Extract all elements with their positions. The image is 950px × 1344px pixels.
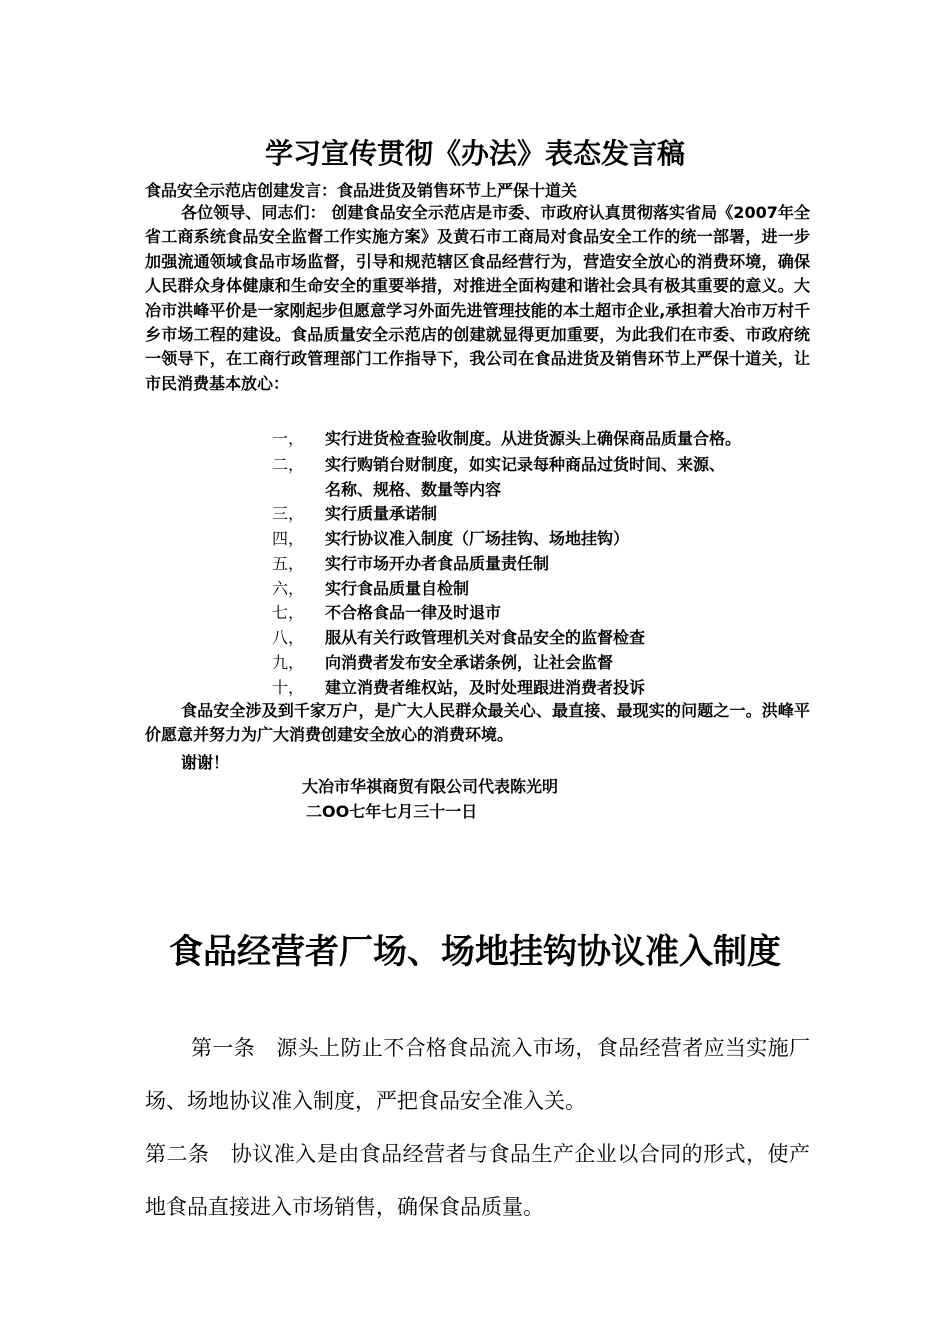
article-1: 第一条 源头上防止不合格食品流入市场，食品经营者应当实施厂场、场地协议准入制度，严把食品安全准入关。 — [145, 1036, 810, 1113]
thanks-line: 谢谢！ — [181, 753, 230, 772]
list-item: 向消费者发布安全承诺条例，让社会监督 — [325, 653, 614, 672]
list-item-number: 五， — [272, 554, 305, 573]
list-item: 实行购销台财制度，如实记录每种商品过货时间、来源、 — [325, 455, 726, 474]
article-2: 第二条 协议准入是由食品经营者与食品生产企业以合同的形式，使产地食品直接进入市场销售，确保食品质量。 — [145, 1142, 810, 1219]
signature-date: 二OO七年七月三十一日 — [306, 802, 478, 821]
speech-subtitle: 食品安全示范店创建发言：食品进货及销售环节上严保十道关 — [145, 181, 578, 200]
list-item: 服从有关行政管理机关对食品安全的监督检查 — [325, 628, 646, 647]
list-item-number: 六， — [272, 579, 305, 598]
list-item-continuation: 名称、规格、数量等内容 — [325, 480, 502, 499]
list-item-number: 八， — [272, 628, 305, 647]
regulation-title: 食品经营者厂场、场地挂钩协议准入制度 — [169, 932, 781, 972]
list-item: 实行食品质量自检制 — [325, 579, 470, 598]
list-item-number: 七， — [272, 603, 305, 622]
list-item: 建立消费者维权站，及时处理跟进消费者投诉 — [325, 678, 646, 697]
speech-intro-paragraph: 各位领导、同志们： 创建食品安全示范店是市委、市政府认真贯彻落实省局《2007年全省工商系统食品安全监督工作实施方案》及黄石市工商局对食品安全工作的统一部署，进一步加强流通领域食品市场监督，引导和规范辖区食品经营行为，营造安全放心的消费环境，确保人民群众身体健康和生命安全的重要举措，对推进全面构建和谐社会具有极其重要的意义。大冶市洪峰平价是一家刚起步但愿意学习外面先进管理技能的本土超市企业,承担着大冶市万村千乡市场工程的建设。食品质量安全示范店的创建就显得更加重要，为此我们在市委、市政府统一领导下，在工商行政管理部门工作指导下，我公司在食品进货及销售环节上严保十道关，让市民消费基本放心： — [145, 203, 810, 393]
list-item-number: 一， — [272, 429, 305, 448]
list-item: 实行进货检查验收制度。从进货源头上确保商品质量合格。 — [325, 429, 742, 448]
list-item: 不合格食品一律及时退市 — [325, 603, 502, 622]
list-item: 实行质量承诺制 — [325, 504, 438, 523]
list-item: 实行协议准入制度（厂场挂钩、场地挂钩） — [325, 529, 630, 548]
list-item-number: 三， — [272, 504, 305, 523]
speech-closing-paragraph: 食品安全涉及到千家万户，是广大人民群众最关心、最直接、最现实的问题之一。洪峰平价愿意并努力为广大消费创建安全放心的消费环境。 — [145, 701, 810, 745]
list-item: 实行市场开办者食品质量责任制 — [325, 554, 550, 573]
list-item-number: 二， — [272, 455, 305, 474]
speech-title: 学习宣传贯彻《办法》表态发言稿 — [264, 137, 685, 170]
list-item-number: 九， — [272, 653, 305, 672]
list-item-number: 四， — [272, 529, 305, 548]
signature-organization: 大冶市华祺商贸有限公司代表陈光明 — [302, 777, 559, 796]
list-item-number: 十， — [272, 678, 305, 697]
